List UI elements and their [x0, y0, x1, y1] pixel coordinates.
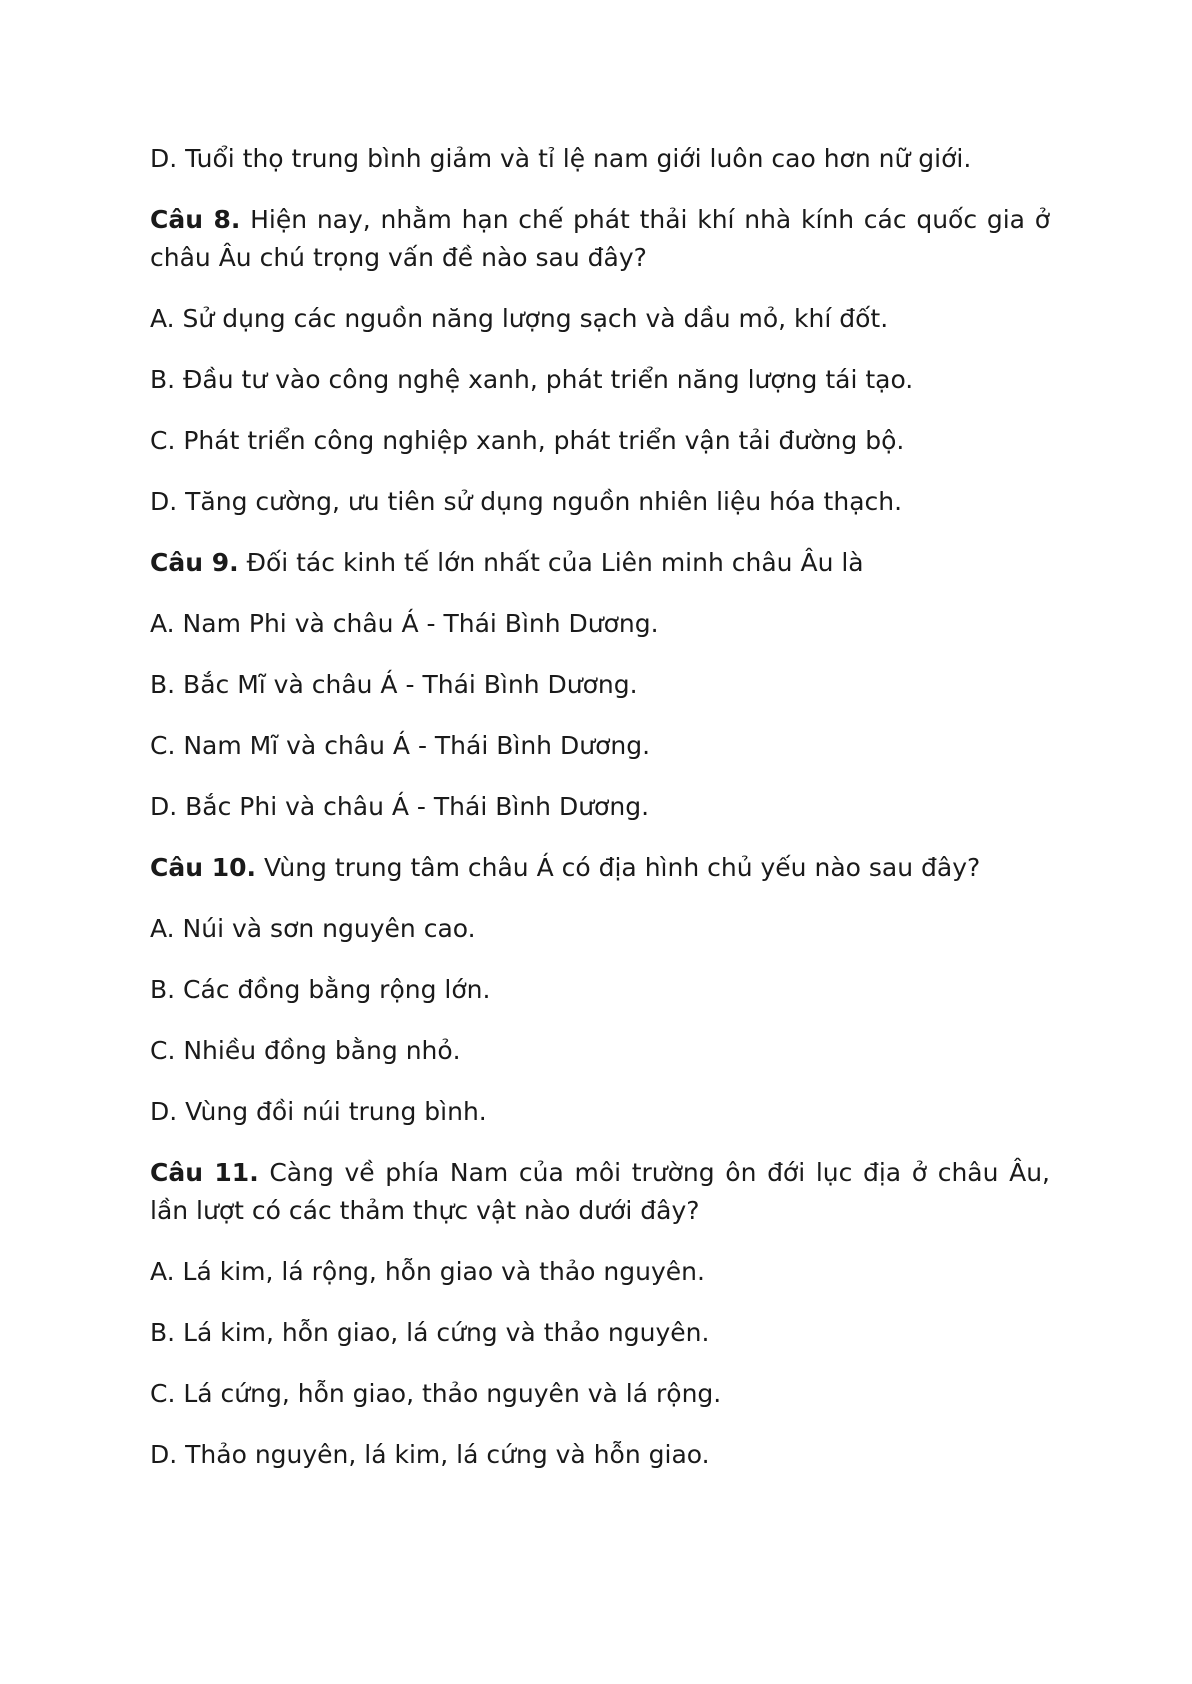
answer-option: C. Nhiều đồng bằng nhỏ.	[150, 1036, 461, 1065]
answer-option: C. Nam Mĩ và châu Á - Thái Bình Dương.	[150, 731, 651, 760]
answer-option: D. Tuổi thọ trung bình giảm và tỉ lệ nam giới luôn cao hơn nữ giới.	[150, 144, 972, 173]
answer-option: C. Phát triển công nghiệp xanh, phát triển vận tải đường bộ.	[150, 426, 905, 455]
question-10	[150, 849, 1050, 887]
question-text: Đối tác kinh tế lớn nhất của Liên minh châu Âu là	[238, 548, 864, 577]
answer-option: C. Lá cứng, hỗn giao, thảo nguyên và lá rộng.	[150, 1379, 722, 1408]
answer-option: A. Lá kim, lá rộng, hỗn giao và thảo nguyên.	[150, 1257, 705, 1286]
question-9	[150, 544, 1050, 582]
answer-option: D. Bắc Phi và châu Á - Thái Bình Dương.	[150, 792, 650, 821]
question-label: Câu 10.	[150, 853, 257, 882]
document-page	[150, 140, 1050, 1497]
question-label: Câu 11.	[150, 1158, 259, 1187]
answer-option: A. Sử dụng các nguồn năng lượng sạch và dầu mỏ, khí đốt.	[150, 304, 889, 333]
question-text: Vùng trung tâm châu Á có địa hình chủ yếu nào sau đây?	[256, 853, 981, 882]
question-11	[150, 1154, 1050, 1230]
answer-option: A. Núi và sơn nguyên cao.	[150, 914, 476, 943]
question-text: Càng về phía Nam của môi trường ôn đới lục địa ở châu Âu, lần lượt có các thảm thực vật nào dưới đây?	[150, 1158, 1050, 1225]
question-label: Câu 8.	[150, 205, 241, 234]
question-text: Hiện nay, nhằm hạn chế phát thải khí nhà kính các quốc gia ở châu Âu chú trọng vấn đề nào sau đây?	[150, 205, 1050, 272]
question-label: Câu 9.	[150, 548, 239, 577]
answer-option: B. Các đồng bằng rộng lớn.	[150, 975, 491, 1004]
answer-option: D. Tăng cường, ưu tiên sử dụng nguồn nhiên liệu hóa thạch.	[150, 487, 903, 516]
answer-option: B. Đầu tư vào công nghệ xanh, phát triển năng lượng tái tạo.	[150, 365, 914, 394]
answer-option: A. Nam Phi và châu Á - Thái Bình Dương.	[150, 609, 659, 638]
answer-option: D. Thảo nguyên, lá kim, lá cứng và hỗn giao.	[150, 1440, 710, 1469]
question-8	[150, 201, 1050, 277]
answer-option: D. Vùng đồi núi trung bình.	[150, 1097, 487, 1126]
answer-option: B. Lá kim, hỗn giao, lá cứng và thảo nguyên.	[150, 1318, 710, 1347]
answer-option: B. Bắc Mĩ và châu Á - Thái Bình Dương.	[150, 670, 638, 699]
